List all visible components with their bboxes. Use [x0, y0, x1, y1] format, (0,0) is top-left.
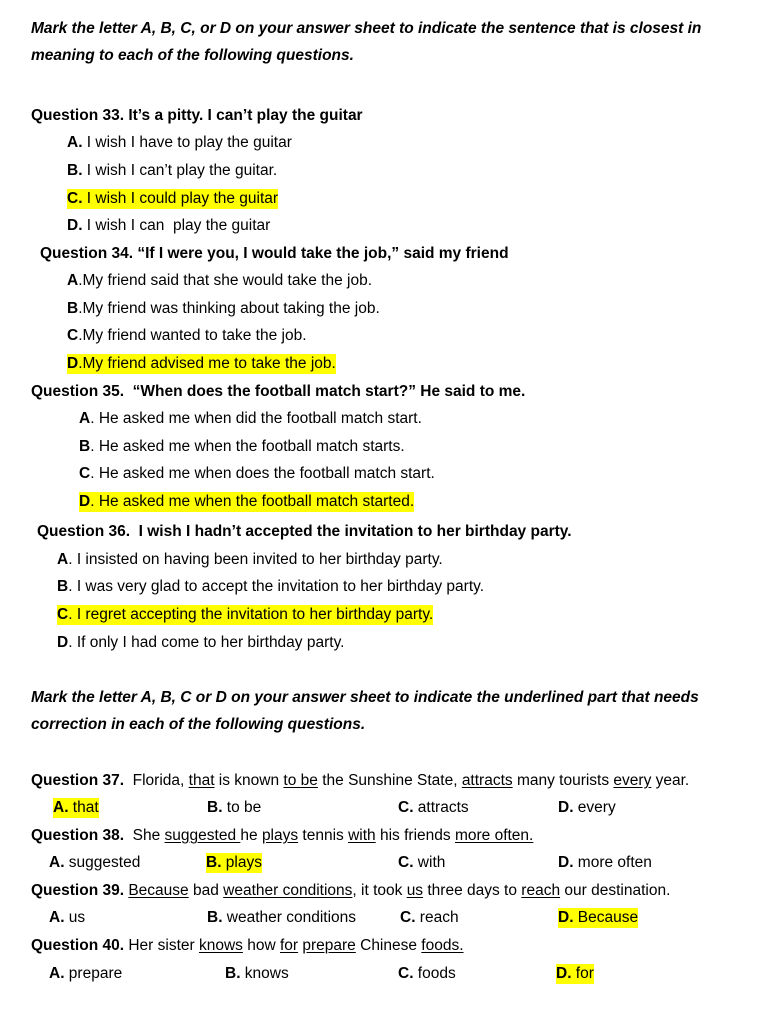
- q34-option-c: C.My friend wanted to take the job.: [67, 327, 307, 344]
- instruction-synonym: Mark the letter A, B, C, or D on your answer sheet to indicate the sentence that is closest in meaning to each of the following questions.: [31, 20, 702, 64]
- q38-option-b-answer: B. plays: [206, 854, 262, 871]
- question-33-title: Question 33. It’s a pitty. I can’t play the guitar: [31, 107, 363, 124]
- q40-option-c: C. foods: [398, 965, 456, 982]
- q37-option-d: D. every: [558, 799, 616, 816]
- q37-option-c: C. attracts: [398, 799, 469, 816]
- question-34-title: Question 34. “If I were you, I would take the job,” said my friend: [40, 245, 509, 262]
- question-37-sentence: Question 37. Florida, that is known to be the Sunshine State, attracts many tourists every year.: [31, 772, 690, 789]
- q36-option-b: B. I was very glad to accept the invitation to her birthday party.: [57, 578, 485, 595]
- question-35-title: Question 35. “When does the football match start?” He said to me.: [31, 383, 526, 400]
- q37-option-b: B. to be: [207, 799, 262, 816]
- instruction-error-identification: Mark the letter A, B, C or D on your answer sheet to indicate the underlined part that needs correction in each of the following questions.: [31, 689, 699, 733]
- q33-option-c-answer: C. I wish I could play the guitar: [67, 190, 279, 207]
- q40-option-b: B. knows: [225, 965, 289, 982]
- q33-option-a: A. I wish I have to play the guitar: [67, 134, 292, 151]
- q39-option-a: A. us: [49, 909, 86, 926]
- q39-option-d-answer: D. Because: [558, 909, 639, 926]
- q38-option-c: C. with: [398, 854, 446, 871]
- q34-option-d-answer: D.My friend advised me to take the job.: [67, 355, 336, 372]
- question-39-sentence: Question 39. Because bad weather conditions, it took us three days to reach our destination.: [31, 882, 671, 899]
- q33-option-d: D. I wish I can play the guitar: [67, 217, 271, 234]
- q36-option-a: A. I insisted on having been invited to her birthday party.: [57, 551, 443, 568]
- q36-option-d: D. If only I had come to her birthday party.: [57, 634, 345, 651]
- q39-option-c: C. reach: [400, 909, 459, 926]
- question-36-title: Question 36. I wish I hadn’t accepted the invitation to her birthday party.: [37, 523, 572, 540]
- q38-option-a: A. suggested: [49, 854, 141, 871]
- q35-option-d-answer: D. He asked me when the football match started.: [79, 493, 415, 510]
- question-38-sentence: Question 38. She suggested he plays tennis with his friends more often.: [31, 827, 534, 844]
- q35-option-b: B. He asked me when the football match starts.: [79, 438, 405, 455]
- q40-option-d-answer: D. for: [556, 965, 594, 982]
- q34-option-b: B.My friend was thinking about taking the job.: [67, 300, 380, 317]
- q36-option-c-answer: C. I regret accepting the invitation to her birthday party.: [57, 606, 434, 623]
- q35-option-a: A. He asked me when did the football match start.: [79, 410, 422, 427]
- q40-option-a: A. prepare: [49, 965, 123, 982]
- q38-option-d: D. more often: [558, 854, 652, 871]
- q33-option-b: B. I wish I can’t play the guitar.: [67, 162, 278, 179]
- q34-option-a: A.My friend said that she would take the job.: [67, 272, 373, 289]
- q35-option-c: C. He asked me when does the football match start.: [79, 465, 435, 482]
- q39-option-b: B. weather conditions: [207, 909, 357, 926]
- question-40-sentence: Question 40. Her sister knows how for prepare Chinese foods.: [31, 937, 464, 954]
- q37-option-a-answer: A. that: [53, 799, 99, 816]
